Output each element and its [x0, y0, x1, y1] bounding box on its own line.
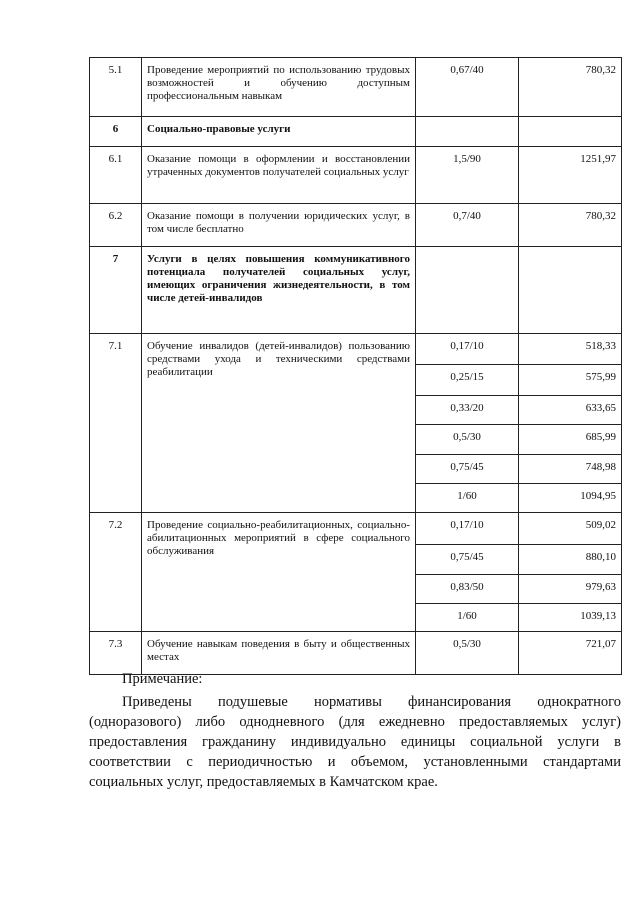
note-body: Приведены подушевые нормативы финансирования однократного (одноразового) либо однодневного (для ежедневно предоставляемых услуг) предоставления гражданину индивидуально единицы социальной услуги в соответствии с периодичностью и объемом, установленными стандартами социальных услуг, предоставляемых в Камчатском крае. [89, 694, 621, 790]
norm-value: 0,67/40 [416, 58, 519, 117]
cost-value: 1094,95 [519, 484, 622, 513]
service-name: Оказание помощи в оформлении и восстановлении утраченных документов получателей социальных услуг [142, 147, 416, 204]
row-number: 6.2 [90, 204, 142, 247]
cost-value: 780,32 [519, 58, 622, 117]
norm-value: 0,7/40 [416, 204, 519, 247]
cost-value: 685,99 [519, 425, 622, 455]
cost-value: 518,33 [519, 334, 622, 365]
cost-value: 979,63 [519, 575, 622, 604]
norm-value: 1/60 [416, 604, 519, 632]
table-row [90, 58, 622, 117]
norm-value: 0,83/50 [416, 575, 519, 604]
table-row [90, 513, 622, 545]
section-row [90, 247, 622, 334]
table-row [90, 147, 622, 204]
empty-cell [519, 247, 622, 334]
norm-value: 0,25/15 [416, 365, 519, 396]
section-title: Услуги в целях повышения коммуникативного потенциала получателей социальных услуг, имеющих ограничения жизнедеятельности, в том числе детей-инвалидов [142, 247, 416, 334]
empty-cell [416, 247, 519, 334]
norm-value: 1,5/90 [416, 147, 519, 204]
row-number: 7.1 [90, 334, 142, 513]
norm-value: 0,17/10 [416, 513, 519, 545]
empty-cell [416, 117, 519, 147]
norm-value: 0,5/30 [416, 632, 519, 675]
empty-cell [519, 117, 622, 147]
cost-value: 1251,97 [519, 147, 622, 204]
section-title: Социально-правовые услуги [142, 117, 416, 147]
service-name: Проведение социально-реабилитационных, социально-абилитационных мероприятий в сфере социального обслуживания [142, 513, 416, 632]
table-row [90, 334, 622, 365]
cost-value: 575,99 [519, 365, 622, 396]
cost-value: 1039,13 [519, 604, 622, 632]
service-name: Проведение мероприятий по использованию трудовых возможностей и обучению доступным профессиональным навыкам [142, 58, 416, 117]
section-number: 7 [90, 247, 142, 334]
row-number: 5.1 [90, 58, 142, 117]
note-block [89, 669, 621, 792]
row-number: 7.2 [90, 513, 142, 632]
norm-value: 0,5/30 [416, 425, 519, 455]
cost-value: 748,98 [519, 455, 622, 484]
services-table [89, 57, 622, 675]
norm-value: 1/60 [416, 484, 519, 513]
row-number: 7.3 [90, 632, 142, 675]
norm-value: 0,17/10 [416, 334, 519, 365]
section-number: 6 [90, 117, 142, 147]
section-row [90, 117, 622, 147]
cost-value: 509,02 [519, 513, 622, 545]
norm-value: 0,75/45 [416, 545, 519, 575]
cost-value: 780,32 [519, 204, 622, 247]
service-name: Обучение инвалидов (детей-инвалидов) пользованию средствами ухода и техническими средствами реабилитации [142, 334, 416, 513]
norm-value: 0,75/45 [416, 455, 519, 484]
cost-value: 721,07 [519, 632, 622, 675]
cost-value: 880,10 [519, 545, 622, 575]
table-row [90, 204, 622, 247]
service-name: Оказание помощи в получении юридических услуг, в том числе бесплатно [142, 204, 416, 247]
row-number: 6.1 [90, 147, 142, 204]
cost-value: 633,65 [519, 396, 622, 425]
norm-value: 0,33/20 [416, 396, 519, 425]
service-name: Обучение навыкам поведения в быту и общественных местах [142, 632, 416, 675]
note-title: Примечание: [122, 671, 203, 687]
